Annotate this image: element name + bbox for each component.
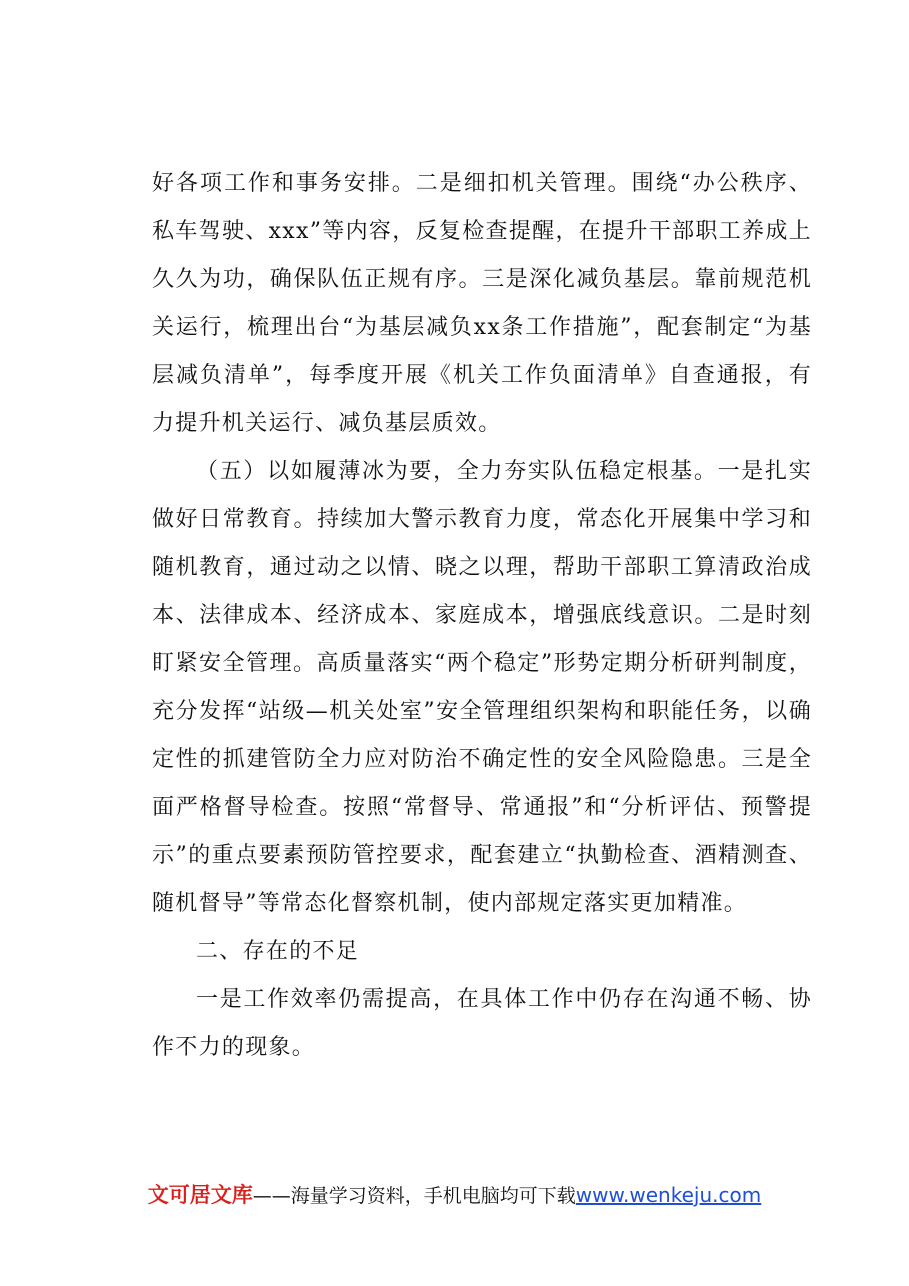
page-footer bbox=[0, 1180, 909, 1211]
footer-brand: 文可居文库 bbox=[147, 1183, 253, 1207]
document-body bbox=[152, 160, 812, 1072]
paragraph-continuation: 好各项工作和事务安排。二是细扣机关管理。围绕“办公秩序、私车驾驶、xxx”等内容，反复检查提醒，在提升干部职工养成上久久为功，确保队伍正规有序。三是深化减负基层。靠前规范机关运行，梳理出台“为基层减负xx条工作措施”，配套制定“为基层减负清单”，每季度开展《机关工作负面清单》自查通报，有力提升机关运行、减负基层质效。 bbox=[152, 171, 812, 436]
section-heading-shortcomings: 二、存在的不足 bbox=[196, 939, 360, 964]
footer-link[interactable]: www.wenkeju.com bbox=[575, 1183, 762, 1207]
paragraph-shortcoming-one: 一是工作效率仍需提高，在具体工作中仍存在沟通不畅、协作不力的现象。 bbox=[152, 987, 812, 1060]
paragraph-section-five: （五）以如履薄冰为要，全力夯实队伍稳定根基。一是扎实做好日常教育。持续加大警示教育力度，常态化开展集中学习和随机教育，通过动之以情、晓之以理，帮助干部职工算清政治成本、法律成本、经济成本、家庭成本，增强底线意识。二是时刻盯紧安全管理。高质量落实“两个稳定”形势定期分析研判制度，充分发挥“站级—机关处室”安全管理组织架构和职能任务，以确定性的抓建管防全力应对防治不确定性的安全风险隐患。三是全面严格督导检查。按照“常督导、常通报”和“分析评估、预警提示”的重点要素预防管控要求，配套建立“执勤检查、酒精测查、随机督导”等常态化督察机制，使内部规定落实更加精准。 bbox=[152, 459, 812, 916]
footer-tagline: ——海量学习资料，手机电脑均可下载 bbox=[252, 1185, 576, 1207]
